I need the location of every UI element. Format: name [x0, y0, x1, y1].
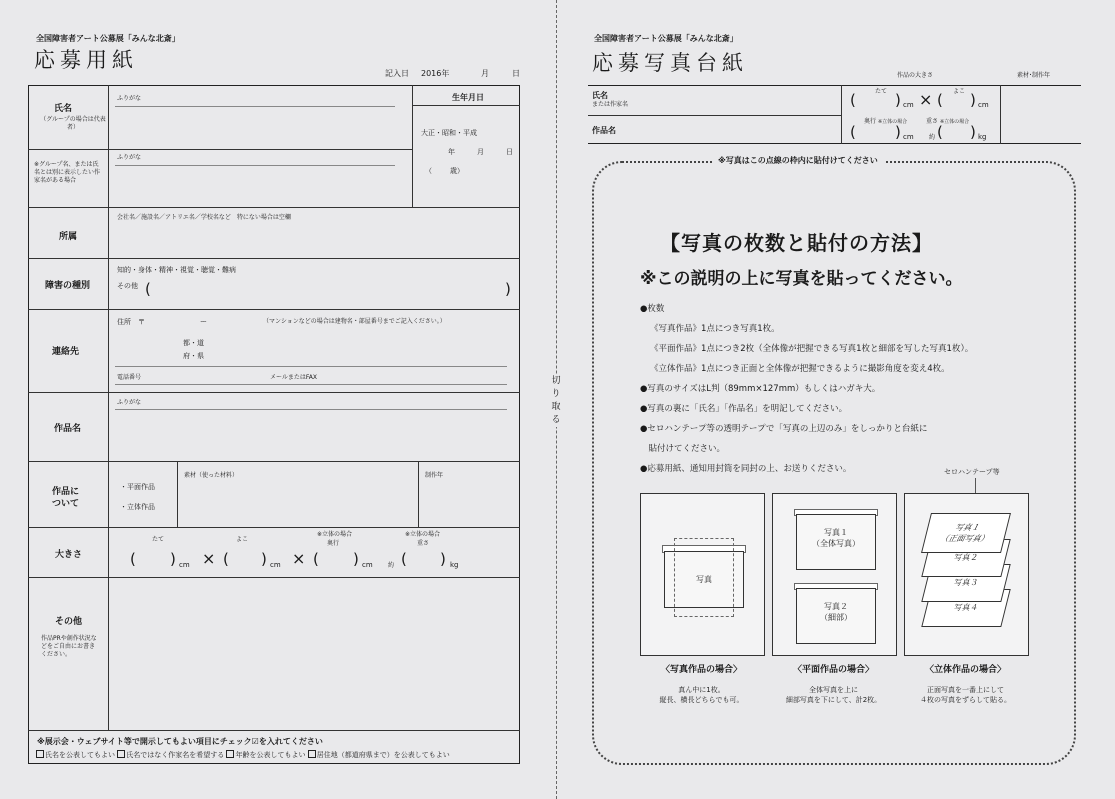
- about-work-label-1: 作品に: [52, 487, 80, 497]
- cm-unit: cm: [362, 561, 373, 569]
- times-sign: ×: [292, 549, 306, 568]
- material-year-header: 素材･制作年: [1017, 72, 1051, 79]
- postal-dash: ー: [200, 318, 207, 326]
- cm-unit: cm: [978, 101, 989, 109]
- photo-overall: 写真１ （全体写真）: [796, 514, 876, 570]
- birth-label: 生年月日: [452, 93, 484, 102]
- kg-unit: kg: [450, 561, 459, 569]
- name-label: 氏名: [54, 104, 73, 114]
- right-work-name-input[interactable]: [660, 119, 836, 141]
- date-day[interactable]: 日: [512, 69, 520, 78]
- paren-open: (: [850, 123, 856, 141]
- right-form-title: 応募写真台紙: [592, 51, 748, 75]
- right-weight-input[interactable]: [944, 126, 968, 142]
- contact-label: 連絡先: [52, 347, 80, 357]
- right-tate-label: たて: [875, 88, 888, 95]
- paren-open: (: [937, 123, 943, 141]
- bullet-mail: ●応募用紙、通知用封筒を同封の上、お送りください。: [640, 464, 852, 474]
- paren-close: ): [895, 91, 901, 109]
- misc-textarea[interactable]: [112, 582, 514, 726]
- address-note: （マンションなどの場合は建物名・部屋番号までご記入ください。）: [263, 318, 446, 325]
- date-month[interactable]: 月: [481, 69, 489, 78]
- approx-label: 約: [388, 562, 395, 569]
- photo-single: 写真: [664, 551, 744, 608]
- left-form-title: 応募用紙: [34, 48, 138, 72]
- paren-close: ): [261, 550, 267, 568]
- consent-residence-checkbox[interactable]: 居住地（都道府県まで）を公表してもよい: [308, 751, 450, 759]
- paren-open: (: [401, 550, 407, 568]
- group-name-note: ※グループ名、または氏名とは別に表示したい作家名がある場合: [34, 161, 101, 185]
- misc-label: その他: [55, 617, 83, 627]
- paren-close: ): [170, 550, 176, 568]
- bullet-count: ●枚数: [640, 304, 665, 314]
- photo-4: 写真４: [921, 589, 1010, 627]
- instructions-subheading: ※この説明の上に写真を貼ってください。: [640, 269, 963, 289]
- right-name-label: 氏名: [592, 91, 608, 100]
- right-height-input[interactable]: [857, 94, 893, 110]
- cm-unit: cm: [179, 561, 190, 569]
- kg-unit: kg: [978, 133, 987, 141]
- bullet-solid-work: 《立体作品》1点につき正面と全体像が把握できるように撮影角度を変え4枚。: [650, 364, 950, 374]
- consent-age-checkbox[interactable]: 年齢を公表してもよい: [226, 751, 305, 759]
- furigana-label-3: ふりがな: [117, 399, 142, 406]
- birth-era[interactable]: 大正・昭和・平成: [421, 129, 477, 137]
- disability-types[interactable]: 知的・身体・精神・視覚・聴覚・難病: [117, 266, 236, 274]
- phone-label: 電話番号: [117, 374, 142, 381]
- affiliation-note: 会社名／施設名／アトリエ名／学校名など 特にない場合は空欄: [117, 214, 291, 221]
- right-omosa-label: 重さ ※立体の場合: [926, 118, 970, 125]
- disability-other-label: その他: [117, 282, 138, 290]
- bullet-flat-work: 《平面作品》1点につき2枚（全体像が把握できる写真1枚と細部を写した写真1枚）。: [650, 344, 974, 354]
- name-sublabel: （グループの場合は代表者）: [40, 116, 106, 132]
- paren-close: ): [970, 123, 976, 141]
- right-width-input[interactable]: [944, 94, 968, 110]
- size-label: 大きさ: [55, 550, 83, 560]
- omosa-note: ※立体の場合: [405, 531, 441, 538]
- material-label: 素材（使った材料）: [184, 472, 239, 479]
- paren-open: (: [223, 550, 229, 568]
- note-solid-work: 正面写真を一番上にして ４枚の写真をずらして貼る。: [920, 686, 1011, 705]
- height-input[interactable]: [138, 552, 168, 570]
- solid-work-option[interactable]: ・立体作品: [120, 503, 155, 511]
- okuyuki-note: ※立体の場合: [317, 531, 353, 538]
- size-tate-label: たて: [152, 536, 165, 543]
- right-name-label-2: または作家名: [592, 101, 629, 108]
- furigana-label: ふりがな: [117, 95, 142, 102]
- paren-close: ): [895, 123, 901, 141]
- right-okuyuki-label: 奥行 ※立体の場合: [864, 118, 908, 125]
- width-input[interactable]: [230, 552, 260, 570]
- prefecture-fu-ken: 府・県: [183, 352, 204, 360]
- birth-day[interactable]: 日: [506, 148, 513, 156]
- furigana-label-2: ふりがな: [117, 154, 142, 161]
- dashed-outline: [674, 538, 734, 617]
- work-size-header: 作品の大きさ: [897, 72, 934, 79]
- instructions-heading: 【写真の枚数と貼付の方法】: [660, 231, 933, 255]
- times-sign: ×: [919, 90, 933, 109]
- work-name-label: 作品名: [54, 424, 82, 434]
- paren-open: (: [130, 550, 136, 568]
- work-name-input[interactable]: [115, 413, 507, 457]
- okuyuki-label: 奥行: [327, 540, 340, 547]
- bullet-tape-2: 貼付けてください。: [640, 444, 726, 454]
- bullet-tape-1: ●セロハンテープ等の透明テープで「写真の上辺のみ」をしっかりと台紙に: [640, 424, 928, 434]
- affiliation-label: 所属: [59, 232, 78, 242]
- photo-1: 写真１ （正面写真）: [921, 513, 1011, 553]
- age-open-paren: （: [425, 167, 432, 175]
- prefecture-to-do: 都・道: [183, 339, 204, 347]
- disability-other-input[interactable]: [155, 282, 500, 300]
- right-depth-input[interactable]: [857, 126, 893, 142]
- year-made-label: 制作年: [425, 472, 444, 479]
- misc-note: 作品PRや創作状況などをご自由にお書きください。: [41, 635, 97, 659]
- flat-work-option[interactable]: ・平面作品: [120, 483, 155, 491]
- photo-detail: 写真２ （細部）: [796, 588, 876, 644]
- consent-title: ※展示会・ウェブサイト等で開示してもよい項目にチェック☑を入れてください: [37, 737, 323, 746]
- year-made-input[interactable]: [423, 482, 515, 524]
- birth-month[interactable]: 月: [477, 148, 484, 156]
- omosa-label: 重さ: [417, 540, 430, 547]
- consent-options: [36, 750, 450, 760]
- address-input[interactable]: [115, 328, 505, 364]
- artist-name-input[interactable]: [115, 168, 395, 204]
- date-year[interactable]: 2016年: [421, 69, 450, 78]
- disability-label: 障害の種別: [45, 281, 91, 291]
- age-field[interactable]: 歳）: [450, 167, 464, 175]
- right-exhibition-title: 全国障害者アート公募展「みんな北斎」: [594, 34, 738, 43]
- cut-label: 切り取る: [549, 375, 563, 427]
- approx-label: 約: [929, 134, 936, 141]
- instructions-list: [640, 299, 973, 479]
- note-flat-work: 全体写真を上に 細部写真を下にして、計2枚。: [785, 686, 882, 705]
- cm-unit: cm: [903, 101, 914, 109]
- right-material-year-input[interactable]: [1004, 88, 1078, 140]
- about-work-label-2: ついて: [52, 499, 80, 509]
- depth-input[interactable]: [320, 552, 350, 570]
- right-yoko-label: よこ: [953, 88, 966, 95]
- paren-open: (: [313, 550, 319, 568]
- caption-solid-work: 〈立体作品の場合〉: [924, 665, 1006, 675]
- paren-close: ): [353, 550, 359, 568]
- photo-2: 写真２: [921, 539, 1010, 577]
- stacked-photos: [904, 493, 1027, 654]
- bullet-size: ●写真のサイズはL判（89mm×127mm）もしくはハガキ大。: [640, 384, 881, 394]
- consent-name-checkbox[interactable]: 氏名を公表してもよい: [36, 751, 115, 759]
- caption-flat-work: 〈平面作品の場合〉: [792, 665, 874, 675]
- paren-open: (: [145, 280, 151, 298]
- paste-inside-note: ※写真はこの点線の枠内に貼付けてください: [712, 155, 884, 166]
- cm-unit: cm: [903, 133, 914, 141]
- paren-close: ): [505, 280, 511, 298]
- paren-open: (: [850, 91, 856, 109]
- note-photo-work: 真ん中に1枚。 縦長、横長どちらでも可。: [659, 686, 744, 705]
- material-input[interactable]: [182, 482, 414, 524]
- mail-fax-label: メールまたはFAX: [270, 374, 317, 381]
- tape-label: セロハンテープ等: [944, 468, 1000, 476]
- cm-unit: cm: [270, 561, 281, 569]
- right-name-input[interactable]: [660, 88, 836, 112]
- size-yoko-label: よこ: [236, 536, 249, 543]
- bullet-photo-work: 《写真作品》1点につき写真1枚。: [650, 324, 780, 334]
- consent-artist-name-checkbox[interactable]: 氏名ではなく作家名を希望する: [117, 751, 224, 759]
- name-input[interactable]: [115, 110, 395, 146]
- bullet-back: ●写真の裏に「氏名」「作品名」を明記してください。: [640, 404, 848, 414]
- paren-close: ): [970, 91, 976, 109]
- left-exhibition-title: 全国障害者アート公募展「みんな北斎」: [36, 34, 180, 43]
- right-work-name-label: 作品名: [592, 126, 616, 135]
- affiliation-input[interactable]: [115, 225, 505, 255]
- address-label: 住所 〒: [117, 318, 145, 326]
- date-label: 記入日: [385, 69, 409, 78]
- times-sign: ×: [202, 549, 216, 568]
- birth-year[interactable]: 年: [448, 148, 455, 156]
- caption-photo-work: 〈写真作品の場合〉: [660, 665, 742, 675]
- weight-input[interactable]: [408, 552, 438, 570]
- photo-3: 写真３: [921, 564, 1010, 602]
- paren-close: ): [440, 550, 446, 568]
- paren-open: (: [937, 91, 943, 109]
